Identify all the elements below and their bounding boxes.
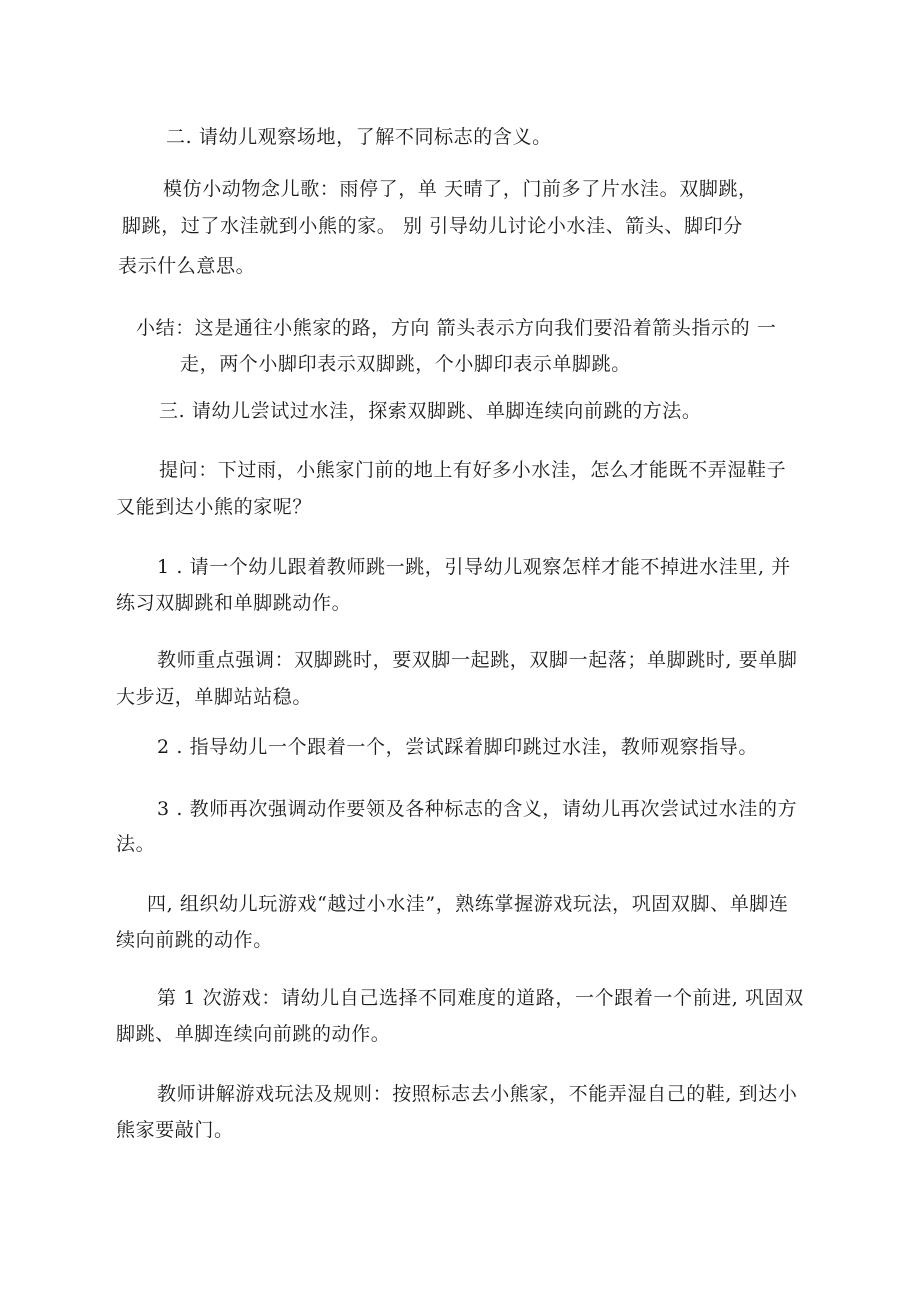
paragraph-line: 提问：下过雨，小熊家门前的地上有好多小水洼，怎么才能既不弄湿鞋子 xyxy=(159,459,787,481)
paragraph-line: 模仿小动物念儿歌：雨停了，单 天晴了，门前多了片水洼。双脚跳， xyxy=(163,178,758,200)
paragraph-line: 第 1 次游戏：请幼儿自己选择不同难度的道路，一个跟着一个前进, 巩固双 xyxy=(157,987,804,1009)
paragraph-line: 又能到达小熊的家呢？ xyxy=(116,496,313,518)
step-line: 3 . 教师再次强调动作要领及各种标志的含义，请幼儿再次尝试过水洼的方 xyxy=(157,798,798,820)
paragraph-line: 熊家要敲门。 xyxy=(116,1119,234,1141)
paragraph-line: 大步迈，单脚站站稳。 xyxy=(116,686,313,708)
paragraph-line: 教师讲解游戏玩法及规则：按照标志去小熊家，不能弄湿自己的鞋, 到达小 xyxy=(157,1083,798,1105)
step-line: 练习双脚跳和单脚跳动作。 xyxy=(116,592,352,614)
step-line: 2 . 指导幼儿一个跟着一个，尝试踩着脚印跳过水洼，教师观察指导。 xyxy=(157,736,759,758)
section-heading-4: 四, 组织幼儿玩游戏“越过小水洼”，熟练掌握游戏玩法，巩固双脚、单脚连 xyxy=(147,893,789,915)
paragraph-line: 脚跳、单脚连续向前跳的动作。 xyxy=(116,1023,391,1045)
section-heading-4: 续向前跳的动作。 xyxy=(116,929,273,951)
paragraph-line: 脚跳，过了水洼就到小熊的家。 别 引导幼儿讨论小水洼、箭头、脚印分 xyxy=(122,215,743,237)
paragraph-line: 教师重点强调：双脚跳时，要双脚一起跳，双脚一起落；单脚跳时, 要单脚 xyxy=(157,649,798,671)
paragraph-line: 表示什么意思。 xyxy=(118,255,256,277)
summary-line: 小结：这是通往小熊家的路，方向 箭头表示方向我们要沿着箭头指示的 一 xyxy=(136,317,777,339)
step-line: 法。 xyxy=(116,833,156,855)
section-heading-2: 二. 请幼儿观察场地，了解不同标志的含义。 xyxy=(166,126,552,148)
step-line: 1 . 请一个幼儿跟着教师跳一跳，引导幼儿观察怎样才能不掉进水洼里, 并 xyxy=(157,556,791,578)
summary-line: 走，两个小脚印表示双脚跳，个小脚印表示单脚跳。 xyxy=(180,353,631,375)
section-heading-3: 三. 请幼儿尝试过水洼，探索双脚跳、单脚连续向前跳的方法。 xyxy=(159,400,702,422)
